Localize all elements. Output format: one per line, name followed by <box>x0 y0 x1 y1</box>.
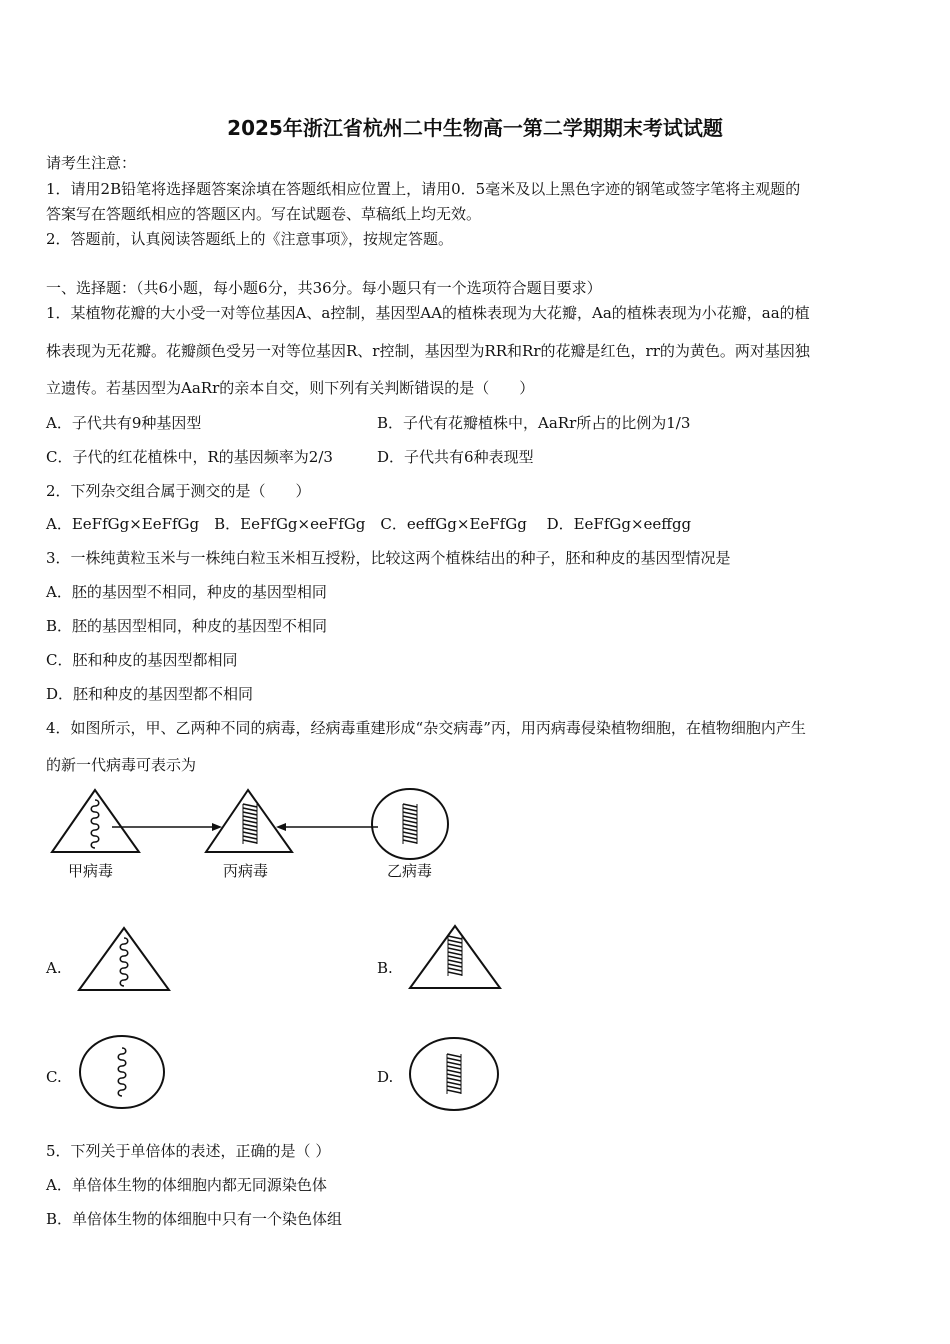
q1-stem-line1: 1．某植物花瓣的大小受一对等位基因A、a控制，基因型AA的植株表现为大花瓣，Aa的植株表现为小花瓣，aa的植 <box>46 304 810 322</box>
q3-option-c: C．胚和种皮的基因型都相同 <box>46 651 238 669</box>
q3-stem: 3．一株纯黄粒玉米与一株纯白粒玉米相互授粉，比较这两个植株结出的种子，胚和种皮的基因型情况是 <box>46 549 731 567</box>
virus-yi-figure <box>372 789 448 859</box>
q4-stem-line2: 的新一代病毒可表示为 <box>46 756 197 774</box>
label-jia: 甲病毒 <box>68 862 114 880</box>
q4-option-a-figure <box>74 924 174 996</box>
q4-option-c-figure <box>76 1032 172 1112</box>
q4-option-a-label: A. <box>46 959 62 977</box>
virus-bing-figure <box>206 790 292 852</box>
q5-option-a: A．单倍体生物的体细胞内都无同源染色体 <box>46 1176 327 1194</box>
q4-option-d-label: D. <box>377 1068 394 1086</box>
q4-option-c-label: C. <box>46 1068 62 1086</box>
q1-option-d: D．子代共有6种表现型 <box>377 448 534 466</box>
q4-option-d-figure <box>406 1034 504 1114</box>
q3-option-d: D．胚和种皮的基因型都不相同 <box>46 685 254 703</box>
q5-stem: 5．下列关于单倍体的表述，正确的是（ ） <box>46 1142 331 1160</box>
q1-stem-line2: 株表现为无花瓣。花瓣颜色受另一对等位基因R、r控制，基因型为RR和Rr的花瓣是红色，rr的为黄色。两对基因独 <box>46 342 810 360</box>
notice-line-1a: 1．请用2B铅笔将选择题答案涂填在答题纸相应位置上，请用0．5毫米及以上黑色字迹的钢笔或签字笔将主观题的 <box>46 180 801 198</box>
q3-option-a: A．胚的基因型不相同，种皮的基因型相同 <box>46 583 327 601</box>
virus-reconstruction-diagram <box>40 782 470 892</box>
q5-option-b: B．单倍体生物的体细胞中只有一个染色体组 <box>46 1210 343 1228</box>
q2-stem: 2．下列杂交组合属于测交的是（ ） <box>46 482 311 500</box>
q2-options: A．EeFfGg×EeFfGg B．EeFfGg×eeFfGg C．eeffGg×EeFfGg D．EeFfGg×eeffgg <box>46 515 692 533</box>
page-title: 2025年浙江省杭州二中生物高一第二学期期末考试试题 <box>227 116 723 140</box>
label-yi: 乙病毒 <box>387 862 433 880</box>
q1-option-c: C．子代的红花植株中，R的基因频率为2/3 <box>46 448 333 466</box>
notice-line-2: 2．答题前，认真阅读答题纸上的《注意事项》，按规定答题。 <box>46 230 454 248</box>
virus-jia-figure <box>52 790 139 852</box>
notice-line-1b: 答案写在答题纸相应的答题区内。写在试题卷、草稿纸上均无效。 <box>46 205 482 223</box>
q1-option-b: B．子代有花瓣植株中，AaRr所占的比例为1/3 <box>377 414 691 432</box>
q4-stem-line1: 4．如图所示，甲、乙两种不同的病毒，经病毒重建形成“杂交病毒”丙，用丙病毒侵染植物细胞，在植物细胞内产生 <box>46 719 806 737</box>
label-bing: 丙病毒 <box>223 862 269 880</box>
q3-option-b: B．胚的基因型相同，种皮的基因型不相同 <box>46 617 328 635</box>
q1-option-a: A．子代共有9种基因型 <box>46 414 202 432</box>
section-heading: 一、选择题：（共6小题，每小题6分，共36分。每小题只有一个选项符合题目要求） <box>46 279 602 297</box>
q4-option-b-figure <box>405 922 505 994</box>
q4-option-b-label: B. <box>377 959 393 977</box>
notice-heading: 请考生注意： <box>46 154 137 172</box>
q1-stem-line3: 立遗传。若基因型为AaRr的亲本自交，则下列有关判断错误的是（ ） <box>46 379 535 397</box>
